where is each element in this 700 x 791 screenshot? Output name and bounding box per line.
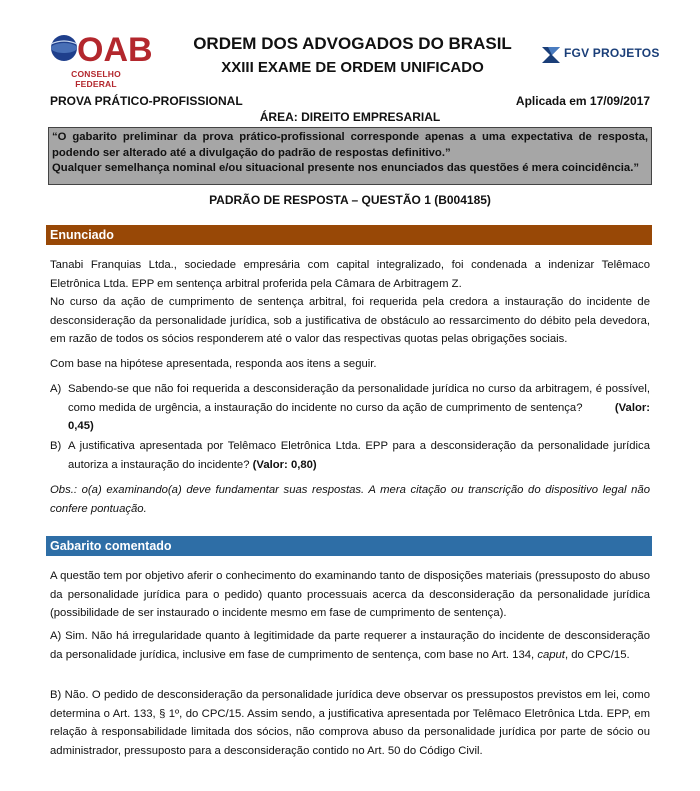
enunciado-heading: Enunciado (46, 225, 652, 245)
question-title: PADRÃO DE RESPOSTA – QUESTÃO 1 (B004185) (209, 193, 491, 207)
header-subtitle: XXIII EXAME DE ORDEM UNIFICADO (221, 59, 484, 76)
item-a-text: Sabendo-se que não foi requerida a desconsideração da personalidade jurídica no curso da arbitragem, é possível, como medida de urgência, a instauração do incidente no curso da ação de cumprimento de sentença? (68, 383, 650, 414)
enunciado-p2: No curso da ação de cumprimento de sentença arbitral, foi requerida pela credora a instauração do incidente de desconsideração da personalidade jurídica, sob a justificativa de obstáculo ao ressarcimento do débito pela devedora, em razão de todos os sócios responderem até o valor das respectivas quotas pelas obrigações sociais. (50, 296, 650, 345)
enunciado-item-a (50, 380, 650, 436)
item-a-value: (Valor: 0,45) (68, 401, 651, 432)
enunciado-p1: Tanabi Franquias Ltda., sociedade empresária com capital integralizado, foi condenada a indenizar Telêmaco Eletrônica Ltda. EPP em sentença arbitral proferida pela Câmara de Arbitragem Z. (50, 259, 650, 290)
exam-type: PROVA PRÁTICO-PROFISSIONAL (50, 94, 243, 108)
item-b-value: (Valor: 0,80) (252, 458, 317, 471)
enunciado-item-b (50, 437, 650, 474)
header-title: ORDEM DOS ADVOGADOS DO BRASIL (193, 34, 512, 53)
gabarito-p1: A questão tem por objetivo aferir o conhecimento do examinando tanto de disposições materiais (pressuposto do abuso da personalidade jurídica para o pedido) quanto processuais acerca da desconsideração da personalidade jurídica (possibilidade de ser instaurado o incidente mesmo em fase de cumprimento de sentença). (50, 570, 650, 619)
answer-a-end: , do CPC/15. (564, 648, 630, 661)
item-b-text: A justificativa apresentada por Telêmaco Eletrônica Ltda. EPP para a desconsideração da personalidade jurídica autoriza a instauração do incidente? (68, 440, 650, 471)
notice-line-1: “O gabarito preliminar da prova prático-profissional corresponde apenas a uma expectativa de resposta, podendo ser alterado até a divulgação do padrão de respostas definitivo.” (52, 131, 648, 159)
item-b-label: B) (50, 440, 62, 452)
fgv-logo-text: FGV PROJETOS (564, 46, 660, 60)
enunciado-p3: Com base na hipótese apresentada, responda aos itens a seguir. (50, 358, 377, 370)
enunciado-paragraph-1 (50, 256, 650, 293)
oab-logo-subtitle: CONSELHO FEDERAL (71, 69, 121, 89)
enunciado-paragraph-2 (50, 293, 650, 349)
answer-a-text: A) Sim. Não há irregularidade quanto à legitimidade da parte requerer a instauração do incidente de desconsideração da personalidade jurídica, inclusive em fase de cumprimento de sentença, com base no Art. 134, (50, 630, 650, 661)
answer-a-caput: caput (537, 648, 565, 661)
gabarito-answer-a (50, 627, 650, 664)
oab-logo-text: OAB (77, 31, 153, 69)
exam-date: Aplicada em 17/09/2017 (515, 94, 650, 108)
notice-box (48, 127, 652, 185)
exam-area: ÁREA: DIREITO EMPRESARIAL (259, 110, 441, 124)
notice-line-2: Qualquer semelhança nominal e/ou situacional presente nos enunciados das questões é mera coincidência.” (52, 162, 639, 174)
gabarito-paragraph-1 (50, 567, 650, 623)
enunciado-paragraph-3 (50, 355, 650, 374)
gabarito-answer-b (50, 686, 650, 760)
enunciado-obs-text: Obs.: o(a) examinando(a) deve fundamentar suas respostas. A mera citação ou transcrição do dispositivo legal não confere pontuação. (50, 484, 650, 515)
item-a-label: A) (50, 383, 62, 395)
enunciado-obs (50, 481, 650, 518)
answer-b-text: B) Não. O pedido de desconsideração da personalidade jurídica deve observar os pressupostos previstos em lei, como determina o Art. 133, § 1º, do CPC/15. Assim sendo, a justificativa apresentada por Telêmaco Eletrônica Ltda. EPP, em relação à responsabilidade limitada dos sócios, não comprova abuso da personalidade jurídica por parte de sócio ou administrador, pressuposto para a desconsideração contido no Art. 50 do Código Civil. (50, 689, 650, 757)
gabarito-heading: Gabarito comentado (46, 536, 652, 556)
